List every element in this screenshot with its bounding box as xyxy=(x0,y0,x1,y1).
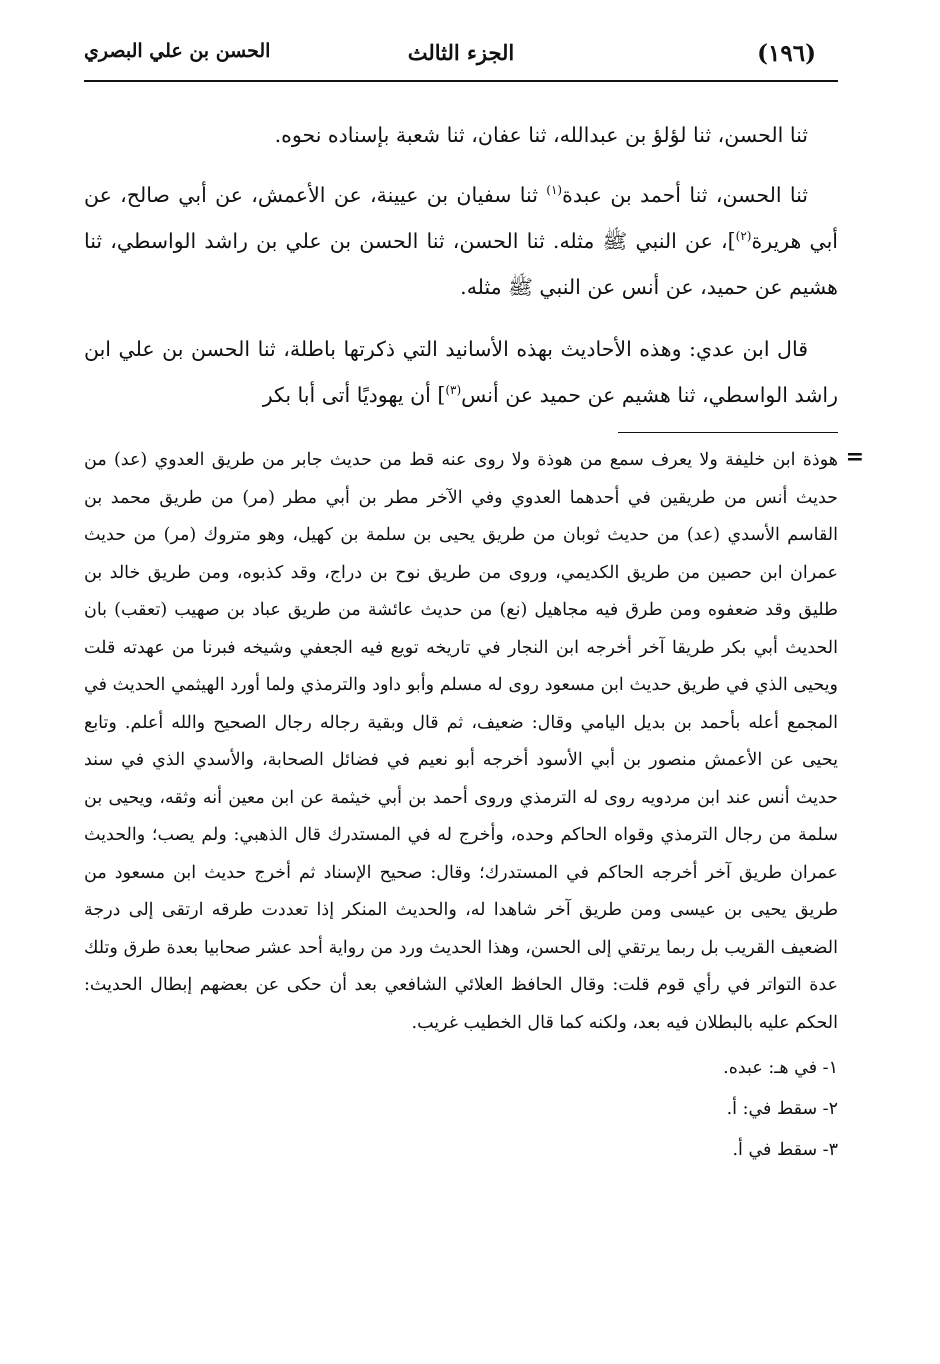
running-title: الحسن بن علي البصري xyxy=(84,40,271,62)
paragraph-text: ثنا سفيان بن عيينة، عن الأعمش، عن أبي صالح، عن أبي هريرة xyxy=(84,183,838,253)
continued-footnote xyxy=(84,442,864,1042)
footnote-separator-area xyxy=(84,424,838,438)
paragraph-text: ثنا الحسن، ثنا أحمد بن عبدة xyxy=(562,183,808,207)
paragraph-text: ] أن يهوديًا أتى أبا بكر xyxy=(262,383,446,407)
paragraph-text: ]، عن النبي ﷺ مثله. ثنا الحسن، ثنا الحسن بن علي بن راشد الواسطي، ثنا هشيم عن حميد، عن أنس عن النبي ﷺ مثله. xyxy=(84,229,838,299)
footnotes xyxy=(84,1048,838,1171)
footnote-reference: (٣) xyxy=(445,383,462,398)
footnote-1: ١- في هـ: عبده. xyxy=(723,1058,838,1078)
footnote-reference: (١) xyxy=(546,183,563,198)
continuation-marker: = xyxy=(845,444,864,470)
continued-footnote-text: هوذة ابن خليفة ولا يعرف سمع من هوذة ولا روى عنه قط من حديث جابر من طريق العدوي (عد) من حديث أنس من طريقين في أحدهما العدوي وفي الآخر مطر بن أبي مطر (مر) من طريق محمد بن القاسم الأسدي (عد) من حديث ثوبان من طريق يحيى بن سلمة بن كهيل، وهو متروك (مر) من حديث عمران ابن حصين من طريق الكديمي، وروى من طريق نوح بن دراج، وقد كذبوه، ومن طريق خالد بن طليق وقد ضعفوه ومن طرق فيه مجاهيل (نع) من حديث عائشة من طريق عباد بن صهيب (تعقب) بان الحديث أبي بكر طريقا آخر أخرجه ابن النجار في تاريخه تويع فيه الجعفي وشيخه فبرنا من عهدته قلت ويحيى الذي في طريق حديث ابن مسعود روى له مسلم وأبو داود والترمذي ولما أورد الهيثمي الحديث في المجمع أعله بأحمد بن بديل اليامي وقال: ضعيف، ثم قال وبقية رجاله رجال الصحيح والله أعلم. وتابع يحيى عن الأعمش منصور بن أبي الأسود أخرجه أبو نعيم في فضائل الصحابة، والأسدي الذي في سند حديث أنس عند ابن مردويه روى له الترمذي وروى أحمد بن أبي خيثمة عن ابن معين أنه وثقه، ويحيى بن سلمة من رجال الترمذي وقواه الحاكم وحده، وأخرج له في المستدرك قال الذهبي: ولم يصب؛ والحديث عمران طريق آخر أخرجه الحاكم في المستدرك؛ وقال: صحيح الإسناد ثم أخرج حديث ابن مسعود من طريق يحيى بن عيسى ومن طريق آخر شاهدا له، والحديث المنكر إذا تعددت طرقه ارتقى إلى درجة الضعيف القريب بل ربما يرتقي إلى الحسن، وهذا الحديث ورد من رواية أحد عشر صحابيا بعدة طرق وتلك عدة التواتر في رأي قوم قلت: وقال الحافظ العلائي الشافعي بعد أن حكى عن بعضهم إبطال الحديث: الحكم عليه بالبطلان فيه بعد، ولكنه كما قال الخطيب غريب. xyxy=(84,450,838,1033)
footnote-2: ٢- سقط في: أ. xyxy=(726,1099,838,1119)
page-number: (١٩٦) xyxy=(757,40,816,67)
running-header xyxy=(84,28,838,82)
footnote-3: ٣- سقط في أ. xyxy=(732,1140,838,1160)
footnote-reference: (٢) xyxy=(735,229,752,244)
paragraph xyxy=(84,112,838,158)
paragraph xyxy=(84,326,838,418)
paragraph xyxy=(84,172,838,310)
document-page xyxy=(84,28,864,1328)
paragraph-text: ثنا الحسن، ثنا لؤلؤ بن عبدالله، ثنا عفان، ثنا شعبة بإسناده نحوه. xyxy=(274,123,808,147)
volume-title: الجزء الثالث xyxy=(407,40,515,65)
paragraph-text: قال ابن عدي: وهذه الأحاديث بهذه الأسانيد التي ذكرتها باطلة، ثنا الحسن بن علي ابن راشد الواسطي، ثنا هشيم عن حميد عن أنس xyxy=(84,337,838,407)
main-text xyxy=(84,112,838,418)
footnote-separator xyxy=(618,432,838,433)
